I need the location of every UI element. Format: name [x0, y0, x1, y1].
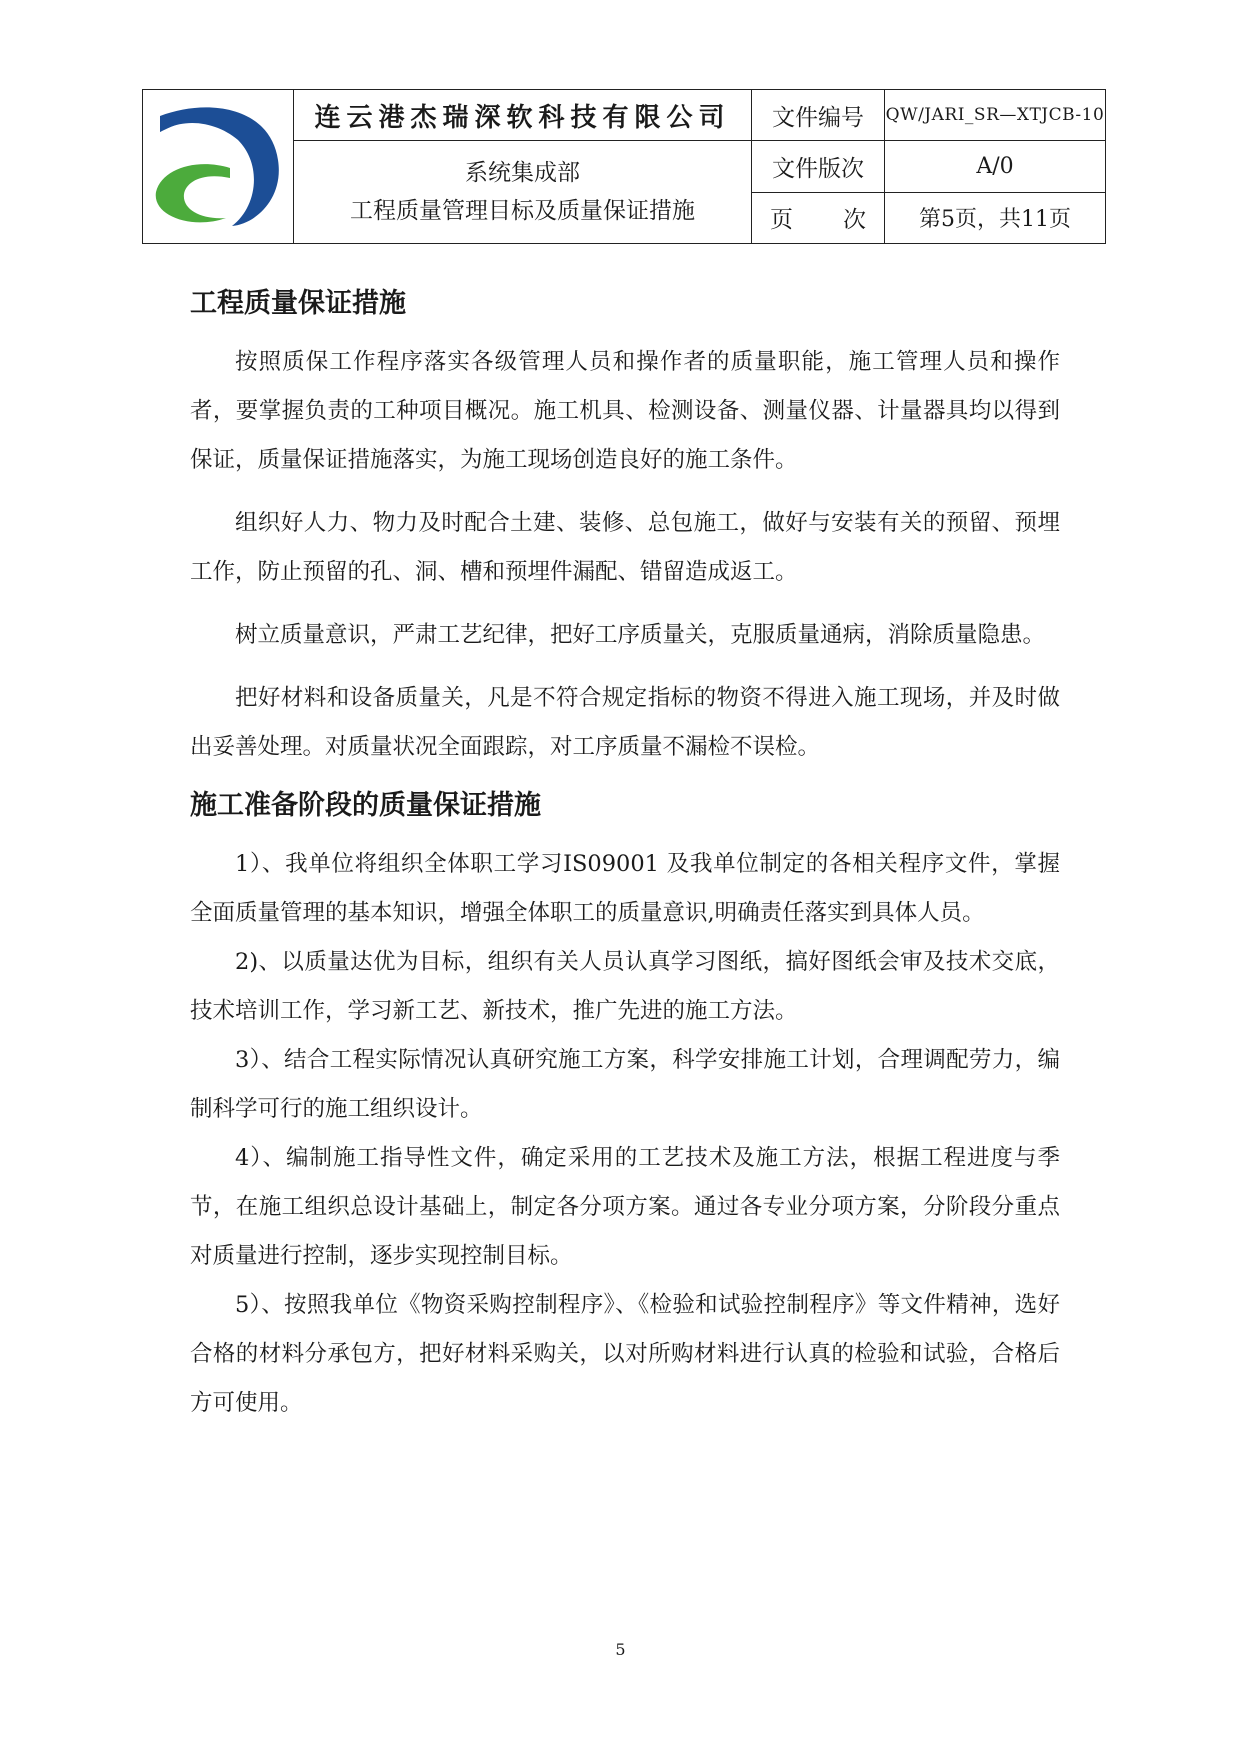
title-cell [294, 141, 752, 244]
paragraph: 组织好人力、物力及时配合土建、装修、总包施工，做好与安装有关的预留、预埋工作，防止预留的孔、洞、槽和预埋件漏配、错留造成返工。 [190, 510, 1060, 585]
paragraph: 5）、按照我单位《物资采购控制程序》、《检验和试验控制程序》等文件精神，选好合格的材料分承包方，把好材料采购关，以对所购材料进行认真的检验和试验，合格后方可使用。 [190, 1292, 1060, 1416]
document-title: 工程质量管理目标及质量保证措施 [350, 198, 695, 225]
paragraph: 树立质量意识，严肃工艺纪律，把好工序质量关，克服质量通病，消除质量隐患。 [235, 622, 1046, 648]
document-header [142, 89, 1106, 244]
page-number: 5 [615, 1640, 626, 1659]
paragraph: 把好材料和设备质量关，凡是不符合规定指标的物资不得进入施工现场，并及时做出妥善处理。对质量状况全面跟踪，对工序质量不漏检不误检。 [190, 685, 1060, 760]
paragraph: 按照质保工作程序落实各级管理人员和操作者的质量职能，施工管理人员和操作者，要掌握负责的工种项目概况。施工机具、检测设备、测量仪器、计量器具均以得到保证，质量保证措施落实，为施工现场创造良好的施工条件。 [190, 349, 1060, 473]
page-label-b: 次 [843, 207, 866, 234]
page-value: 第5页，共11页 [885, 192, 1106, 243]
paragraph: 1）、我单位将组织全体职工学习IS09001 及我单位制定的各相关程序文件，掌握全面质量管理的基本知识，增强全体职工的质量意识,明确责任落实到具体人员。 [190, 851, 1060, 926]
version-label: 文件版次 [752, 141, 885, 192]
page-label [752, 192, 885, 243]
file-no-value: QW/JARI_SR—XTJCB-10 [885, 90, 1106, 141]
paragraph: 3）、结合工程实际情况认真研究施工方案，科学安排施工计划，合理调配劳力，编制科学可行的施工组织设计。 [190, 1047, 1060, 1122]
file-no-label: 文件编号 [752, 90, 885, 141]
paragraph: 4）、编制施工指导性文件，确定采用的工艺技术及施工方法，根据工程进度与季节，在施工组织总设计基础上，制定各分项方案。通过各专业分项方案，分阶段分重点对质量进行控制，逐步实现控制目标。 [190, 1145, 1060, 1269]
version-value: A/0 [885, 141, 1106, 192]
company-logo-icon [152, 102, 284, 227]
document-body [190, 270, 1060, 1428]
department-name: 系统集成部 [465, 160, 580, 187]
section-heading: 施工准备阶段的质量保证措施 [190, 790, 541, 821]
page-label-a: 页 [770, 207, 793, 234]
logo-cell [143, 90, 294, 244]
paragraph: 2)、以质量达优为目标，组织有关人员认真学习图纸，搞好图纸会审及技术交底，技术培训工作，学习新工艺、新技术，推广先进的施工方法。 [190, 949, 1060, 1024]
company-name: 连云港杰瑞深软科技有限公司 [294, 90, 752, 141]
section-heading: 工程质量保证措施 [190, 288, 406, 319]
